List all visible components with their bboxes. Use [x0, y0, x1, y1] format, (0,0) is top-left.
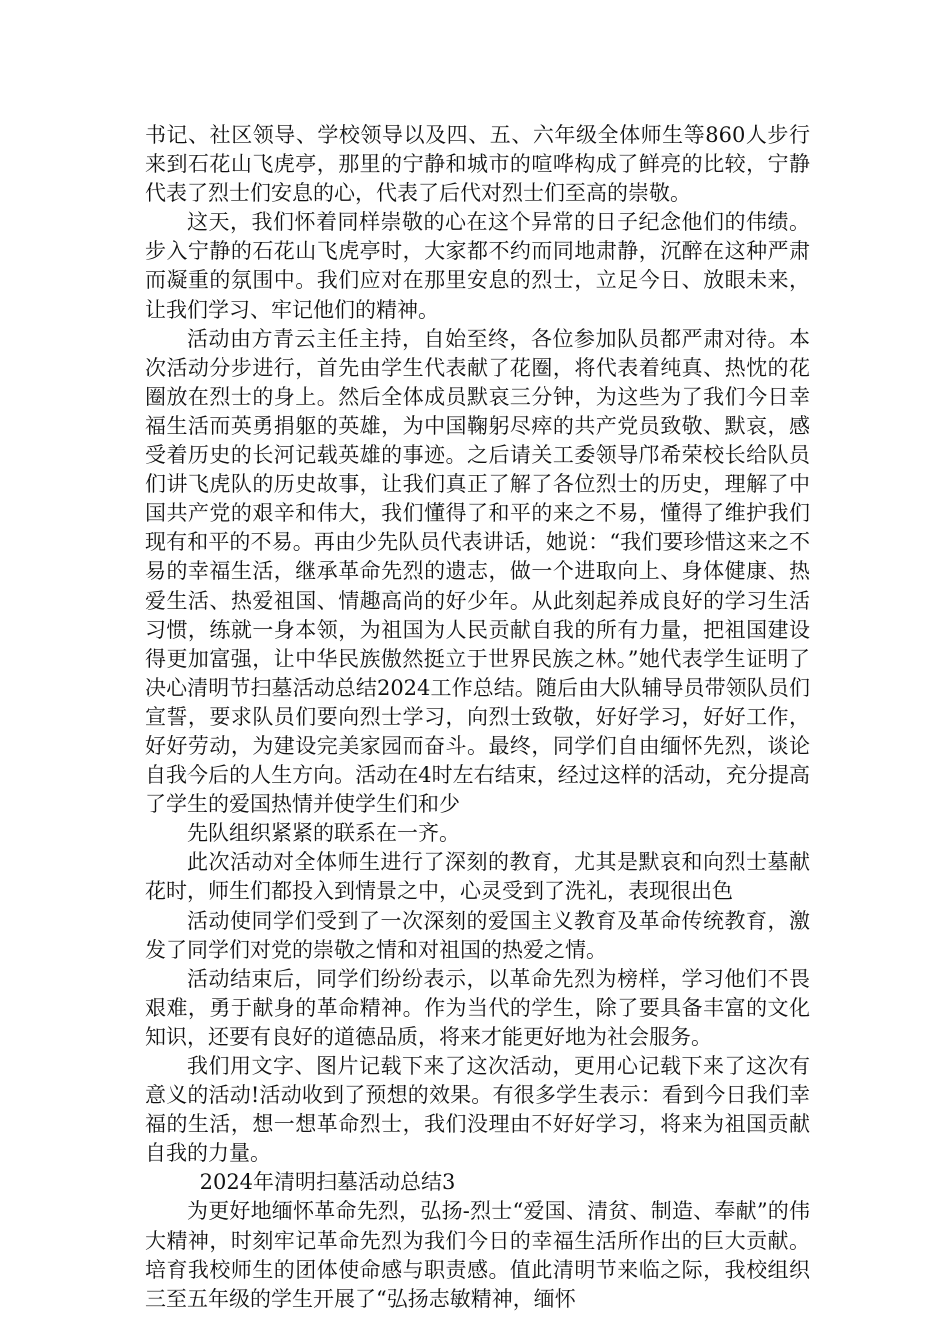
paragraph: 书记、社区领导、学校领导以及四、五、六年级全体师生等860人步行来到石花山飞虎亭，那里的宁静和城市的喧哗构成了鲜亮的比较，宁静代表了烈士们安息的心，代表了后代对烈士们至高的崇敬。 — [145, 123, 810, 206]
paragraph: 我们用文字、图片记载下来了这次活动，更用心记载下来了这次有意义的活动!活动收到了预想的效果。有很多学生表示：看到今日我们幸福的生活，想一想革命烈士，我们没理由不好好学习，将来为祖国贡献自我的力量。 — [145, 1054, 810, 1166]
paragraph: 活动由方青云主任主持，自始至终，各位参加队员都严肃对待。本次活动分步进行，首先由学生代表献了花圈，将代表着纯真、热忱的花圈放在烈士的身上。然后全体成员默哀三分钟，为这些为了我们今日幸福生活而英勇捐躯的英雄，为中国鞠躬尽瘁的共产党员致敬、默哀，感受着历史的长河记载英雄的事迹。之后请关工委领导邝希荣校长给队员们讲飞虎队的历史故事，让我们真正了解了各位烈士的历史，理解了中国共产党的艰辛和伟大，我们懂得了和平的来之不易，懂得了维护我们现有和平的不易。再由少先队员代表讲话，她说：“我们要珍惜这来之不易的幸福生活，继承革命先烈的遗志，做一个进取向上、身体健康、热爱生活、热爱祖国、情趣高尚的好少年。从此刻起养成良好的学习生活习惯，练就一身本领，为祖国为人民贡献自我的所有力量，把祖国建设得更加富强，让中华民族傲然挺立于世界民族之林。”她代表学生证明了决心清明节扫墓活动总结2024工作总结。随后由大队辅导员带领队员们宣誓，要求队员们要向烈士学习，向烈士致敬，好好学习，好好工作，好好劳动，为建设完美家园而奋斗。最终，同学们自由缅怀先烈，谈论自我今后的人生方向。活动在4时左右结束，经过这样的活动，充分提高了学生的爱国热情并使学生们和少 — [145, 326, 810, 817]
document-body — [145, 121, 810, 1314]
paragraph: 活动结束后，同学们纷纷表示，以革命先烈为榜样，学习他们不畏艰难，勇于献身的革命精神。作为当代的学生，除了要具备丰富的文化知识，还要有良好的道德品质，将来才能更好地为社会服务。 — [145, 966, 810, 1049]
paragraph: 此次活动对全体师生进行了深刻的教育，尤其是默哀和向烈士墓献花时，师生们都投入到情景之中，心灵受到了洗礼，表现很出色 — [145, 850, 810, 904]
paragraph: 活动使同学们受到了一次深刻的爱国主义教育及革命传统教育，激发了同学们对党的崇敬之情和对祖国的热爱之情。 — [145, 908, 810, 962]
section-heading: 2024年清明扫墓活动总结3 — [199, 1170, 456, 1195]
paragraph: 这天，我们怀着同样崇敬的心在这个异常的日子纪念他们的伟绩。步入宁静的石花山飞虎亭时，大家都不约而同地肃静，沉醉在这种严肃而凝重的氛围中。我们应对在那里安息的烈士，立足今日、放眼未来，让我们学习、牢记他们的精神。 — [145, 210, 810, 322]
paragraph: 先队组织紧紧的联系在一齐。 — [187, 821, 460, 846]
paragraph: 为更好地缅怀革命先烈，弘扬-烈士“爱国、清贫、制造、奉献”的伟大精神，时刻牢记革命先烈为我们今日的幸福生活所作出的巨大贡献。培育我校师生的团体使命感与职责感。值此清明节来临之际，我校组织三至五年级的学生开展了“弘扬志敏精神，缅怀 — [145, 1199, 810, 1311]
